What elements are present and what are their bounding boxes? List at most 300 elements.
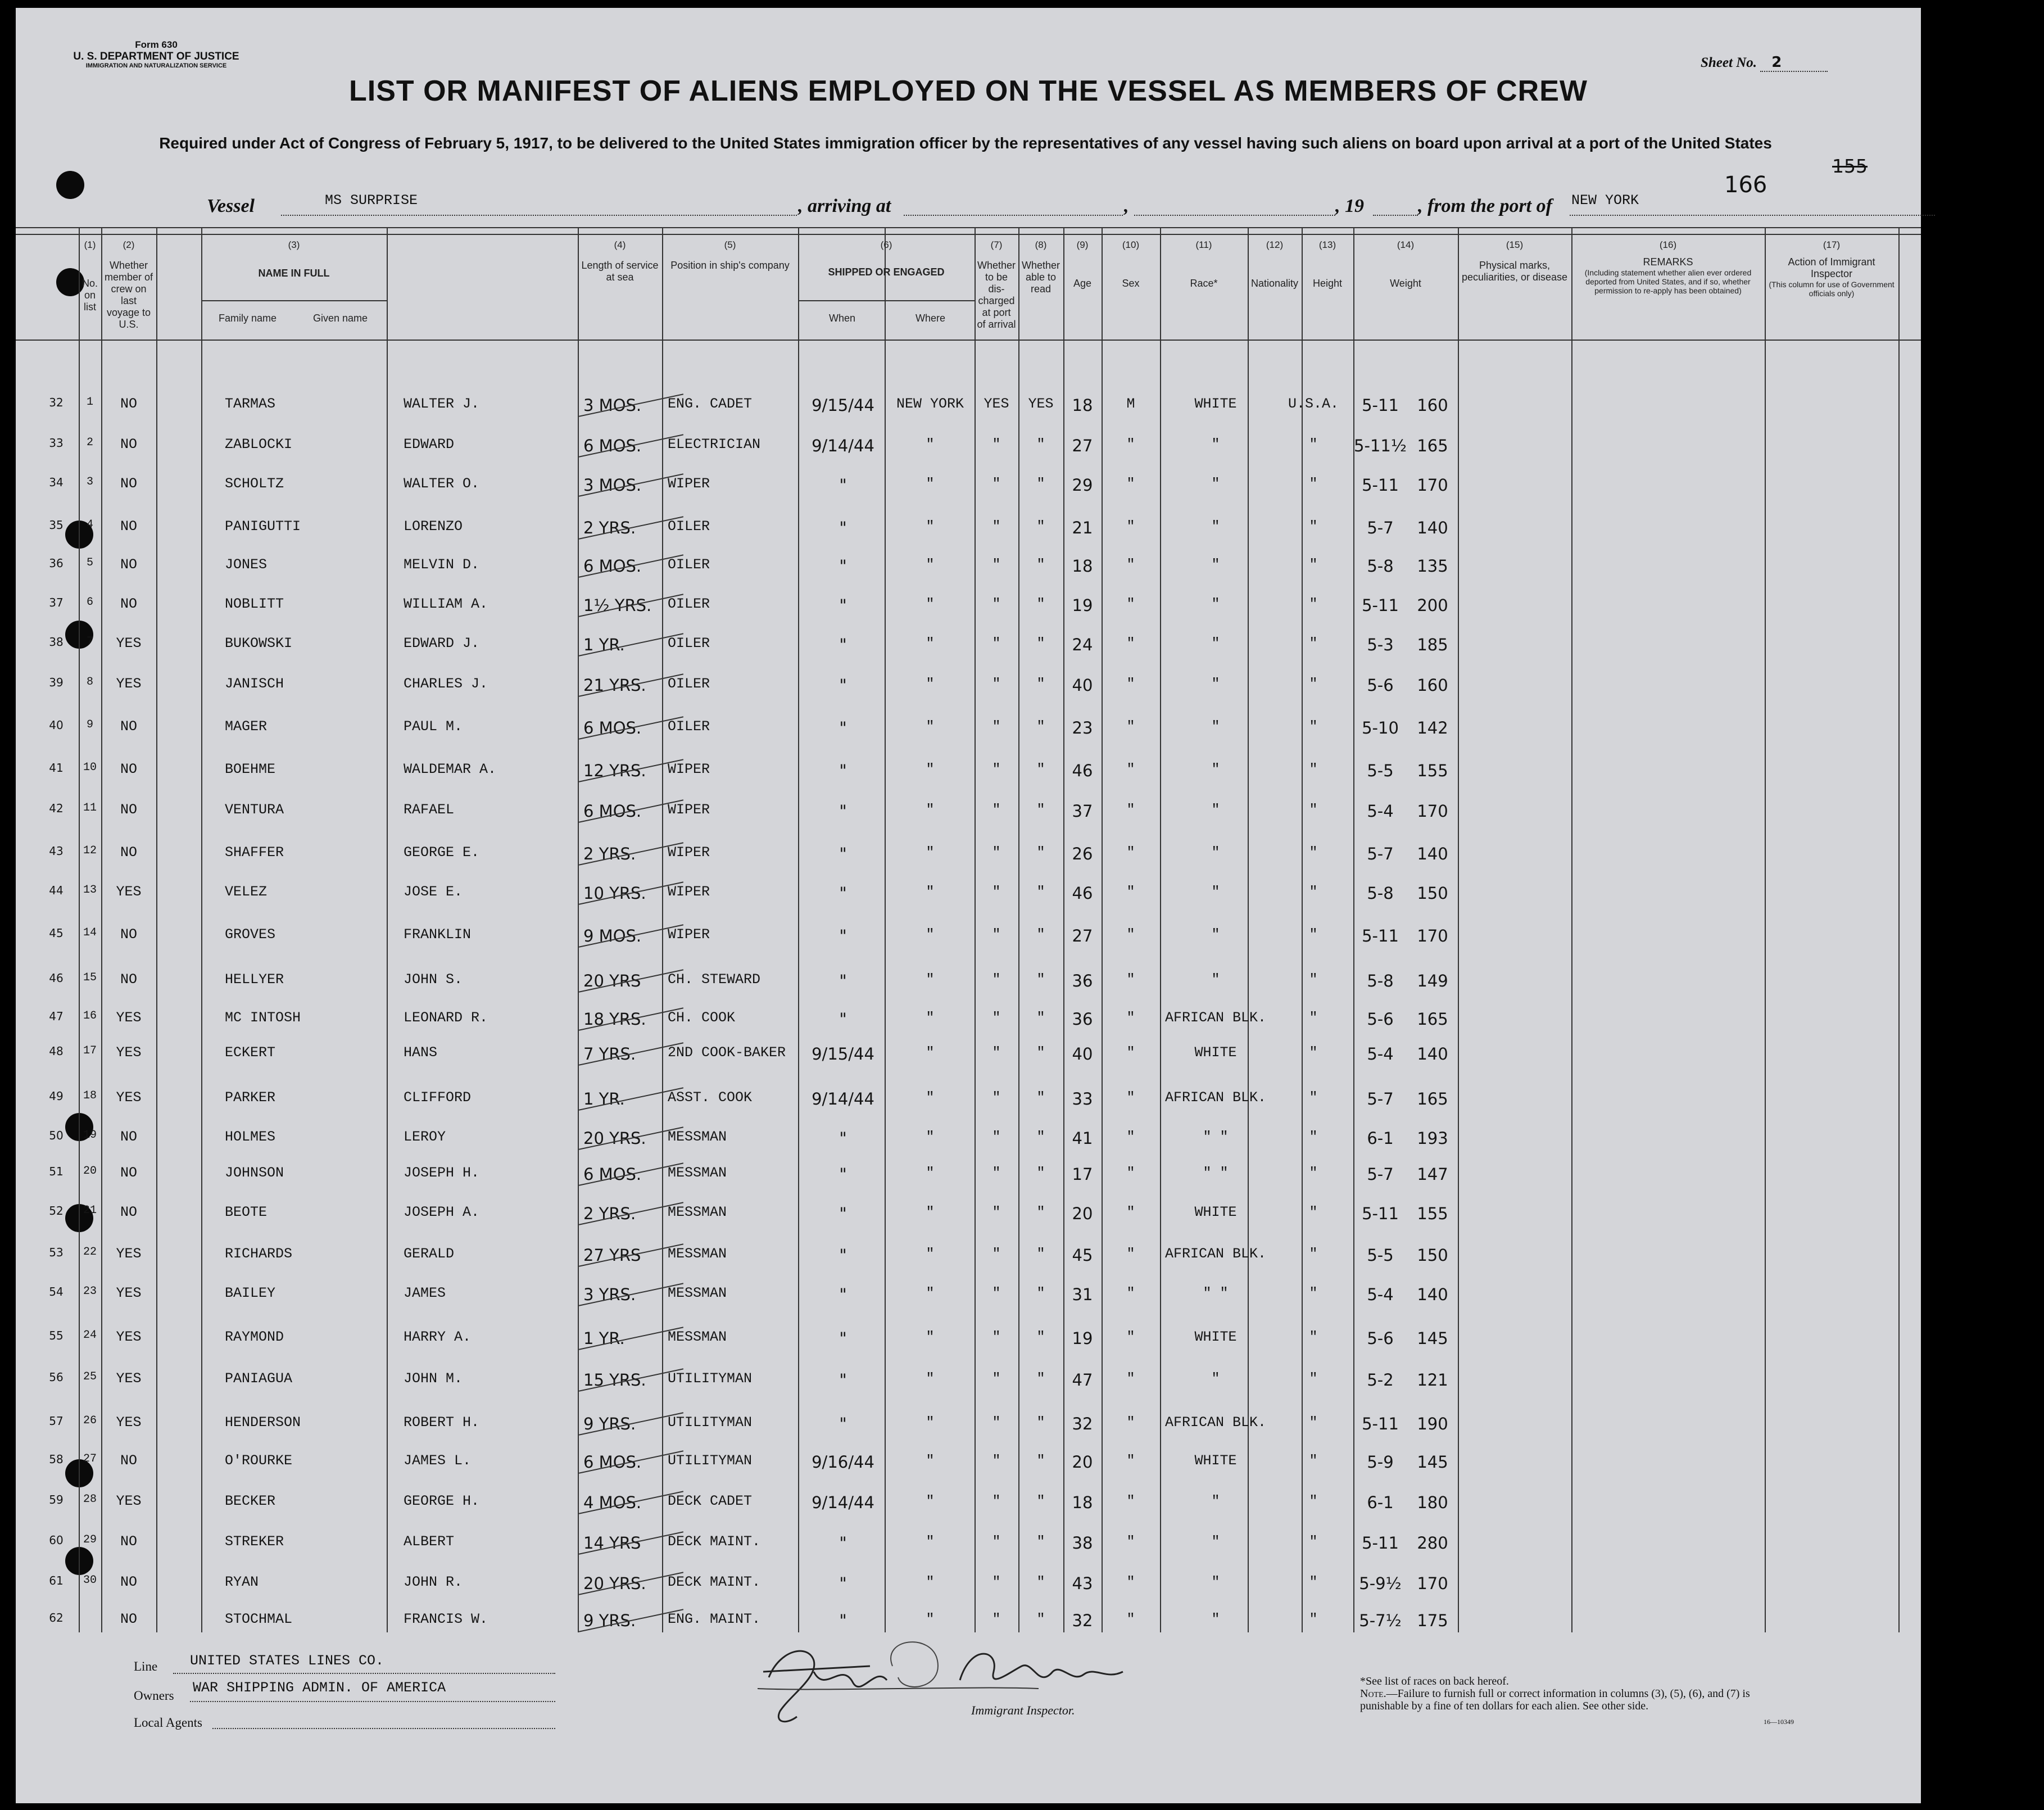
cell-line: 37 (49, 596, 64, 609)
cell-height: 5-2 (1367, 1370, 1394, 1390)
cell-family: TARMAS (225, 396, 276, 412)
cell-age: 26 (1072, 844, 1093, 863)
cell-family: HENDERSON (225, 1414, 301, 1431)
cell-when: " (839, 802, 847, 821)
table-row (16, 1447, 1921, 1481)
note-text: —Failure to furnish full or correct information in columns (3), (5), (6), and (7) is punishable by a fine of ten dollars for each alien. See other side. (1360, 1687, 1750, 1712)
cell-discharged: " (992, 1089, 1001, 1106)
cell-last: NO (120, 718, 137, 735)
cell-given: EDWARD J. (404, 635, 480, 651)
table-row (16, 796, 1921, 830)
table-row (16, 630, 1921, 663)
column-number: (5) (724, 239, 736, 250)
cell-age: 18 (1072, 396, 1093, 415)
cell-last: NO (120, 1611, 137, 1627)
header-top-rule (16, 227, 1921, 228)
cell-service: 6 MOS. (583, 802, 642, 821)
cell-weight: 140 (1417, 844, 1448, 863)
cell-family: VENTURA (225, 802, 284, 818)
cell-age: 40 (1072, 676, 1093, 695)
cell-read: " (1036, 761, 1045, 777)
line-label: Line (134, 1659, 158, 1673)
cell-read: " (1036, 676, 1045, 692)
cell-read: " (1036, 1414, 1045, 1431)
cell-service: 9 YRS. (583, 1611, 636, 1630)
cell-discharged: " (992, 596, 1001, 612)
table-row (16, 921, 1921, 954)
cell-service: 3 YRS. (583, 1285, 636, 1304)
line-value: UNITED STATES LINES CO. (190, 1653, 384, 1669)
column-header: Whether able to read (1021, 260, 1060, 295)
cell-line: 32 (49, 396, 64, 409)
cell-where: " (926, 1611, 935, 1627)
cell-sex: " (1126, 884, 1135, 900)
cell-nationality: " (1309, 1414, 1318, 1431)
cell-when: " (839, 1370, 847, 1390)
cell-last: NO (120, 1129, 137, 1145)
cell-nationality: " (1309, 844, 1318, 861)
cell-height: 5-4 (1367, 1044, 1394, 1064)
cell-where: " (926, 436, 935, 452)
cell-family: PANIGUTTI (225, 518, 301, 535)
cell-race: " (1211, 676, 1220, 692)
cell-height: 5-7 (1367, 518, 1394, 537)
column-number: (10) (1122, 239, 1140, 250)
cell-weight: 140 (1417, 1285, 1448, 1304)
column-subheader: Where (915, 313, 945, 324)
cell-when: " (839, 718, 847, 737)
cell-given: GERALD (404, 1246, 455, 1262)
cell-height: 5-7 (1367, 1089, 1394, 1108)
table-row (16, 670, 1921, 704)
cell-when: " (839, 1010, 847, 1029)
cell-weight: 155 (1417, 1204, 1448, 1223)
cell-when: " (839, 635, 847, 654)
cell-sex: " (1126, 1370, 1135, 1387)
cell-nationality: " (1309, 1285, 1318, 1301)
cell-last: NO (120, 1452, 137, 1469)
cell-position: WIPER (668, 802, 710, 818)
cell-weight: 149 (1417, 971, 1448, 990)
cell-where: " (926, 1204, 935, 1220)
cell-height: 5-11 (1362, 596, 1399, 615)
cell-service: 6 MOS. (583, 1165, 642, 1184)
cell-last: YES (116, 1285, 142, 1301)
table-row (16, 431, 1921, 464)
cell-nationality: " (1309, 884, 1318, 900)
cell-sex: " (1126, 844, 1135, 861)
cell-discharged: " (992, 884, 1001, 900)
cell-where: " (926, 635, 935, 651)
inspector-signature (746, 1627, 1151, 1734)
cell-line: 57 (49, 1414, 64, 1428)
cell-given: ALBERT (404, 1533, 455, 1550)
column-header: No. on list (81, 278, 98, 313)
column-number: (12) (1266, 239, 1284, 250)
cell-no: 19 (83, 1129, 97, 1142)
cell-race: " (1211, 556, 1220, 573)
cell-family: RYAN (225, 1574, 259, 1590)
cell-weight: 193 (1417, 1129, 1448, 1148)
cell-weight: 165 (1417, 1089, 1448, 1108)
cell-position: MESSMAN (668, 1246, 727, 1262)
cell-when: " (839, 1611, 847, 1630)
cell-when: " (839, 1204, 847, 1223)
column-header: Length of service at sea (581, 260, 659, 283)
cell-discharged: " (992, 761, 1001, 777)
cell-no: 9 (86, 718, 93, 731)
column-number: (14) (1397, 239, 1415, 250)
cell-line: 39 (49, 676, 64, 689)
cell-read: " (1036, 802, 1045, 818)
cell-age: 24 (1072, 635, 1093, 654)
cell-read: " (1036, 1285, 1045, 1301)
cell-family: BAILEY (225, 1285, 276, 1301)
table-row (16, 513, 1921, 546)
cell-given: JOSEPH H. (404, 1165, 480, 1181)
column-note: (Including statement whether alien ever ordered deported from United States, and if so, whether permission to re-apply has been obtained) (1584, 268, 1752, 295)
cell-sex: " (1126, 1044, 1135, 1061)
cell-weight: 170 (1417, 476, 1448, 495)
column-number: (4) (614, 239, 626, 250)
cell-line: 54 (49, 1285, 64, 1298)
cell-read: " (1036, 1533, 1045, 1550)
table-row (16, 713, 1921, 746)
cell-family: RAYMOND (225, 1329, 284, 1345)
cell-family: ECKERT (225, 1044, 276, 1061)
table-row (16, 1240, 1921, 1274)
cell-given: HARRY A. (404, 1329, 472, 1345)
cell-discharged: " (992, 1370, 1001, 1387)
cell-service: 14 YRS (583, 1533, 641, 1553)
cell-no: 2 (86, 436, 93, 449)
cell-given: PAUL M. (404, 718, 463, 735)
cell-sex: " (1126, 1574, 1135, 1590)
cell-given: GEORGE H. (404, 1493, 480, 1509)
cell-service: 2 YRS. (583, 518, 636, 537)
cell-nationality: " (1309, 1246, 1318, 1262)
cell-given: ROBERT H. (404, 1414, 480, 1431)
cell-read: " (1036, 1246, 1045, 1262)
cell-last: NO (120, 802, 137, 818)
column-header: Age (1073, 278, 1092, 289)
cell-age: 46 (1072, 884, 1093, 903)
cell-when: " (839, 518, 847, 537)
cell-height: 5-3 (1367, 635, 1394, 654)
cell-age: 18 (1072, 1493, 1093, 1512)
cell-family: PARKER (225, 1089, 276, 1106)
cell-weight: 175 (1417, 1611, 1448, 1630)
column-header: Nationality (1250, 278, 1299, 289)
cell-nationality: " (1309, 802, 1318, 818)
cell-nationality: " (1309, 1089, 1318, 1106)
cell-discharged: " (992, 1246, 1001, 1262)
column-header: REMARKS (Including statement whether alien ever ordered deported from United States, and if so, whether permission to re-apply has been obtained) (1574, 256, 1762, 295)
cell-discharged: " (992, 1414, 1001, 1431)
cell-age: 19 (1072, 1329, 1093, 1348)
column-header: SHIPPED OR ENGAGED (828, 266, 945, 278)
cell-line: 44 (49, 884, 64, 897)
cell-when: " (839, 884, 847, 903)
cell-where: " (926, 1010, 935, 1026)
cell-read: " (1036, 1165, 1045, 1181)
vessel-underline (281, 215, 797, 216)
cell-sex: " (1126, 1165, 1135, 1181)
cell-when: " (839, 596, 847, 615)
cell-family: BECKER (225, 1493, 276, 1509)
cell-position: MESSMAN (668, 1129, 727, 1145)
cell-discharged: " (992, 1611, 1001, 1627)
cell-age: 18 (1072, 556, 1093, 576)
cell-race: WHITE (1194, 1204, 1237, 1220)
punch-hole (56, 171, 84, 199)
cell-sex: " (1126, 1246, 1135, 1262)
cell-position: WIPER (668, 476, 710, 492)
department: U. S. DEPARTMENT OF JUSTICE (73, 50, 239, 62)
cell-no: 30 (83, 1574, 97, 1587)
cell-weight: 142 (1417, 718, 1448, 737)
cell-given: FRANCIS W. (404, 1611, 488, 1627)
cell-read: " (1036, 635, 1045, 651)
cell-age: 29 (1072, 476, 1093, 495)
cell-position: MESSMAN (668, 1329, 727, 1345)
cell-family: NOBLITT (225, 596, 284, 612)
port-underline (1570, 215, 1935, 216)
cell-no: 5 (86, 556, 93, 569)
cell-age: 36 (1072, 1010, 1093, 1029)
column-number: (1) (84, 239, 96, 250)
cell-no: 15 (83, 971, 97, 984)
column-header: Sex (1122, 278, 1140, 289)
cell-last: YES (116, 1246, 142, 1262)
cell-nationality: " (1309, 1452, 1318, 1469)
cell-no: 11 (83, 802, 97, 814)
cell-given: EDWARD (404, 436, 455, 452)
cell-sex: M (1126, 396, 1135, 412)
cell-position: WIPER (668, 926, 710, 943)
cell-discharged: " (992, 436, 1001, 452)
cell-age: 20 (1072, 1204, 1093, 1223)
cell-sex: " (1126, 802, 1135, 818)
cell-sex: " (1126, 596, 1135, 612)
cell-sex: " (1126, 971, 1135, 988)
sheet-number (1701, 54, 1828, 72)
cell-service: 3 MOS. (583, 396, 642, 415)
cell-family: JANISCH (225, 676, 284, 692)
cell-sex: " (1126, 1089, 1135, 1106)
cell-discharged: " (992, 1044, 1001, 1061)
cell-age: 46 (1072, 761, 1093, 780)
cell-no: 12 (83, 844, 97, 857)
cell-nationality: " (1309, 1010, 1318, 1026)
cell-when: 9/15/44 (812, 1044, 874, 1064)
inspector-label: Immigrant Inspector. (971, 1703, 1075, 1717)
cell-given: RAFAEL (404, 802, 455, 818)
cell-read: " (1036, 718, 1045, 735)
agents-underline (212, 1728, 555, 1729)
cell-read: " (1036, 884, 1045, 900)
cell-discharged: " (992, 556, 1001, 573)
cell-last: YES (116, 1414, 142, 1431)
cell-height: 5-4 (1367, 1285, 1394, 1304)
cell-no: 20 (83, 1165, 97, 1178)
table-row (16, 1198, 1921, 1232)
cell-discharged: " (992, 1329, 1001, 1345)
cell-nationality: U.S.A. (1288, 396, 1339, 412)
cell-given: JOHN R. (404, 1574, 463, 1590)
cell-no: 25 (83, 1370, 97, 1383)
table-row (16, 1123, 1921, 1157)
cell-discharged: " (992, 1165, 1001, 1181)
crew-table (16, 227, 1921, 1632)
cell-family: O'ROURKE (225, 1452, 293, 1469)
cell-family: BOEHME (225, 761, 276, 777)
cell-given: MELVIN D. (404, 556, 480, 573)
cell-sex: " (1126, 1285, 1135, 1301)
cell-service: 1 YR. (583, 635, 625, 654)
cell-service: 6 MOS. (583, 718, 642, 737)
cell-where: " (926, 1246, 935, 1262)
cell-sex: " (1126, 436, 1135, 452)
cell-position: WIPER (668, 761, 710, 777)
cell-position: CH. COOK (668, 1010, 736, 1026)
cell-last: NO (120, 518, 137, 535)
form-number: Form 630 (135, 39, 178, 50)
cell-weight: 147 (1417, 1165, 1448, 1184)
cell-discharged: " (992, 718, 1001, 735)
column-number: (17) (1823, 239, 1841, 250)
cell-height: 5-9 (1367, 1452, 1394, 1472)
table-row (16, 1159, 1921, 1193)
shipped-subheader-rule (798, 300, 975, 301)
cell-last: NO (120, 1165, 137, 1181)
cell-service: 20 YRS. (583, 1129, 646, 1148)
cell-race: " (1211, 1370, 1220, 1387)
note-label: Note. (1360, 1687, 1386, 1700)
comma-mark: , (1124, 196, 1129, 216)
column-header: Action of Immigrant Inspector (This column for use of Government officials only) (1767, 256, 1896, 298)
cell-nationality: " (1309, 971, 1318, 988)
cell-last: NO (120, 761, 137, 777)
cell-no: 7 (86, 635, 93, 648)
cell-nationality: " (1309, 1129, 1318, 1145)
column-subheader: When (828, 313, 856, 324)
column-header: Whether member of crew on last voyage to U.S. (104, 260, 153, 330)
cell-nationality: " (1309, 596, 1318, 612)
page-stamp: 166 (1724, 172, 1767, 198)
cell-race: " (1211, 596, 1220, 612)
cell-given: LEROY (404, 1129, 446, 1145)
cell-discharged: " (992, 802, 1001, 818)
cell-height: 5-11½ (1354, 436, 1407, 455)
cell-when: " (839, 1246, 847, 1265)
cell-line: 36 (49, 556, 64, 570)
cell-service: 10 YRS. (583, 884, 646, 903)
cell-height: 5-8 (1367, 884, 1394, 903)
table-row (16, 551, 1921, 585)
cell-family: STOCHMAL (225, 1611, 293, 1627)
cell-given: GEORGE E. (404, 844, 480, 861)
cell-discharged: YES (984, 396, 1009, 412)
port-name: NEW YORK (1571, 192, 1639, 209)
cell-when: 9/14/44 (812, 1089, 874, 1108)
page-subtitle: Required under Act of Congress of February 5, 1917, to be delivered to the United States immigration officer by the representatives of any vessel having such aliens on board upon arrival at a port of the United States (159, 134, 1772, 152)
table-row (16, 1568, 1921, 1602)
cell-line: 40 (49, 718, 64, 732)
cell-race: " (1211, 971, 1220, 988)
cell-read: " (1036, 844, 1045, 861)
cell-last: NO (120, 596, 137, 612)
cell-family: RICHARDS (225, 1246, 293, 1262)
cell-service: 21 YRS. (583, 676, 646, 695)
cell-no: 23 (83, 1285, 97, 1298)
service: IMMIGRATION AND NATURALIZATION SERVICE (85, 62, 227, 70)
cell-sex: " (1126, 1329, 1135, 1345)
cell-last: NO (120, 396, 137, 412)
cell-service: 6 MOS. (583, 556, 642, 576)
cell-no: 3 (86, 476, 93, 488)
column-number: (16) (1659, 239, 1677, 250)
cell-last: YES (116, 1010, 142, 1026)
cell-nationality: " (1309, 635, 1318, 651)
cell-sex: " (1126, 518, 1135, 535)
cell-position: WIPER (668, 844, 710, 861)
cell-age: 27 (1072, 436, 1093, 455)
cell-nationality: " (1309, 476, 1318, 492)
cell-line: 56 (49, 1370, 64, 1384)
cell-given: WALTER J. (404, 396, 480, 412)
cell-race: AFRICAN BLK. (1164, 1246, 1267, 1262)
cell-read: " (1036, 556, 1045, 573)
cell-line: 38 (49, 635, 64, 649)
cell-age: 38 (1072, 1533, 1093, 1553)
column-number: (13) (1318, 239, 1336, 250)
manifest-sheet (16, 8, 1921, 1803)
cell-no: 1 (86, 396, 93, 409)
cell-read: " (1036, 1452, 1045, 1469)
cell-service: 20 YRS (583, 971, 641, 990)
cell-where: " (926, 926, 935, 943)
vessel-line (207, 192, 1758, 220)
cell-weight: 165 (1417, 1010, 1448, 1029)
cell-position: DECK MAINT. (668, 1574, 761, 1590)
cell-family: BEOTE (225, 1204, 268, 1220)
cell-last: YES (116, 676, 142, 692)
column-number: (8) (1035, 239, 1047, 250)
cell-position: OILER (668, 635, 710, 651)
cell-service: 3 MOS. (583, 476, 642, 495)
cell-service: 15 YRS. (583, 1370, 646, 1390)
cell-read: " (1036, 1204, 1045, 1220)
cell-where: " (926, 1089, 935, 1106)
cell-no: 14 (83, 926, 97, 939)
table-row (16, 966, 1921, 999)
cell-family: HOLMES (225, 1129, 276, 1145)
form-code: 16—10349 (1764, 1718, 1794, 1726)
cell-discharged: " (992, 476, 1001, 492)
cell-last: NO (120, 971, 137, 988)
cell-discharged: " (992, 676, 1001, 692)
cell-last: YES (116, 1370, 142, 1387)
cell-no: 8 (86, 676, 93, 689)
column-header: Race* (1190, 278, 1218, 289)
cell-given: WALTER O. (404, 476, 480, 492)
cell-age: 45 (1072, 1246, 1093, 1265)
cell-race: " (1211, 1574, 1220, 1590)
cell-position: DECK MAINT. (668, 1533, 761, 1550)
cell-where: " (926, 802, 935, 818)
cell-position: OILER (668, 676, 710, 692)
